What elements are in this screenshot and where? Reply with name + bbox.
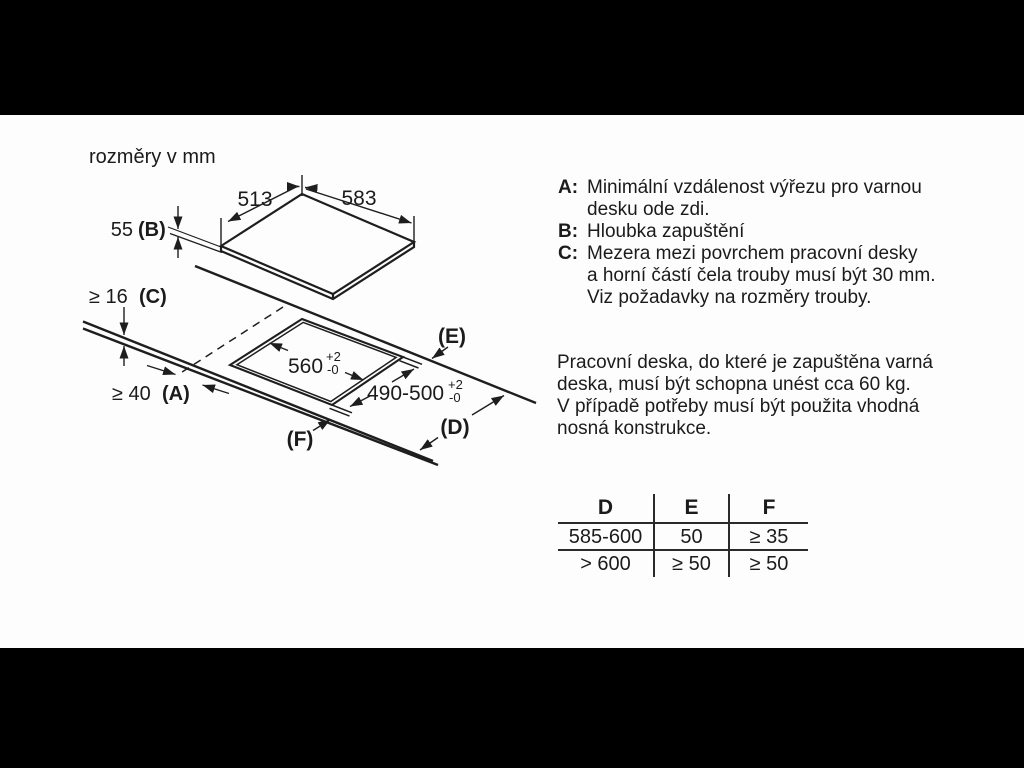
table-header-f: F <box>730 494 808 524</box>
dim-490-500-tol-plus: +2 <box>448 377 463 392</box>
legend-key-c: C: <box>558 243 579 264</box>
legend-text: Mezera mezi povrchem pracovní desky <box>587 243 918 264</box>
legend-key-a: A: <box>558 177 579 198</box>
key-f-label: (F) <box>286 428 314 451</box>
dim-490-arrow-upper <box>392 369 414 382</box>
dim-490-500-tol-minus: -0 <box>449 390 461 405</box>
legend-item-a-cont: desku ode zdi. <box>587 199 710 220</box>
dim-513-label: 513 <box>237 188 273 211</box>
legend-text: Hloubka zapuštění <box>587 221 745 242</box>
dim-40-arrow-left <box>203 385 230 394</box>
cutout-extension-right <box>400 357 423 368</box>
key-d-label: (D) <box>440 416 470 439</box>
label-e-leader <box>432 347 448 359</box>
table-cell-e1: 50 <box>653 524 730 551</box>
legend-item-c-cont: Viz požadavky na rozměry trouby. <box>587 287 872 308</box>
dim-55-label: 55 <box>110 219 133 241</box>
recess-guide-lines <box>168 227 222 253</box>
table-cell-d2: > 600 <box>580 553 631 575</box>
dim-560-tol-plus: +2 <box>326 349 341 364</box>
table-cell-f1: ≥ 35 <box>730 524 808 551</box>
key-e-label: (E) <box>438 325 466 348</box>
load-note: Pracovní deska, do které je zapuštěna varná deska, musí být schopna unést cca 60 kg. V případě potřeby musí být použita vhodná nosná konstrukce. <box>557 352 934 439</box>
cutout-extension-bottom <box>330 405 353 416</box>
key-a-label: (A) <box>162 383 190 405</box>
key-c-label: (C) <box>139 286 167 308</box>
dim-583-arrow-left <box>305 188 317 189</box>
label-d-leader-lower <box>420 438 438 451</box>
legend <box>558 177 935 309</box>
dim-16-label: ≥ 16 <box>89 286 128 308</box>
dimension-table <box>558 494 808 577</box>
dim-560-label: 560 <box>288 355 324 378</box>
table-header-e: E <box>653 494 730 524</box>
dim-560-tol-minus: -0 <box>327 362 339 377</box>
dim-583-label: 583 <box>341 187 377 210</box>
dim-490-500-label: 490-500 <box>367 382 445 405</box>
legend-item-c <box>558 243 935 265</box>
dim-40-arrow-right <box>147 366 176 375</box>
legend-text: Minimální vzdálenost výřezu pro varnou <box>587 177 922 198</box>
legend-item-b <box>558 221 935 243</box>
table-header-d: D <box>558 494 653 524</box>
table-cell-f2: ≥ 50 <box>749 553 789 575</box>
units-note: rozměry v mm <box>89 146 216 168</box>
legend-item-c-cont: a horní částí čela trouby musí být 30 mm. <box>587 265 936 286</box>
dim-40-label: ≥ 40 <box>112 383 151 405</box>
table-cell-d1: 585-600 <box>558 524 653 551</box>
legend-key-b: B: <box>558 221 579 242</box>
label-d-leader-upper <box>472 396 504 416</box>
key-b-label: (B) <box>138 219 166 241</box>
table-cell-e2: ≥ 50 <box>653 551 730 577</box>
legend-item-a <box>558 177 935 199</box>
